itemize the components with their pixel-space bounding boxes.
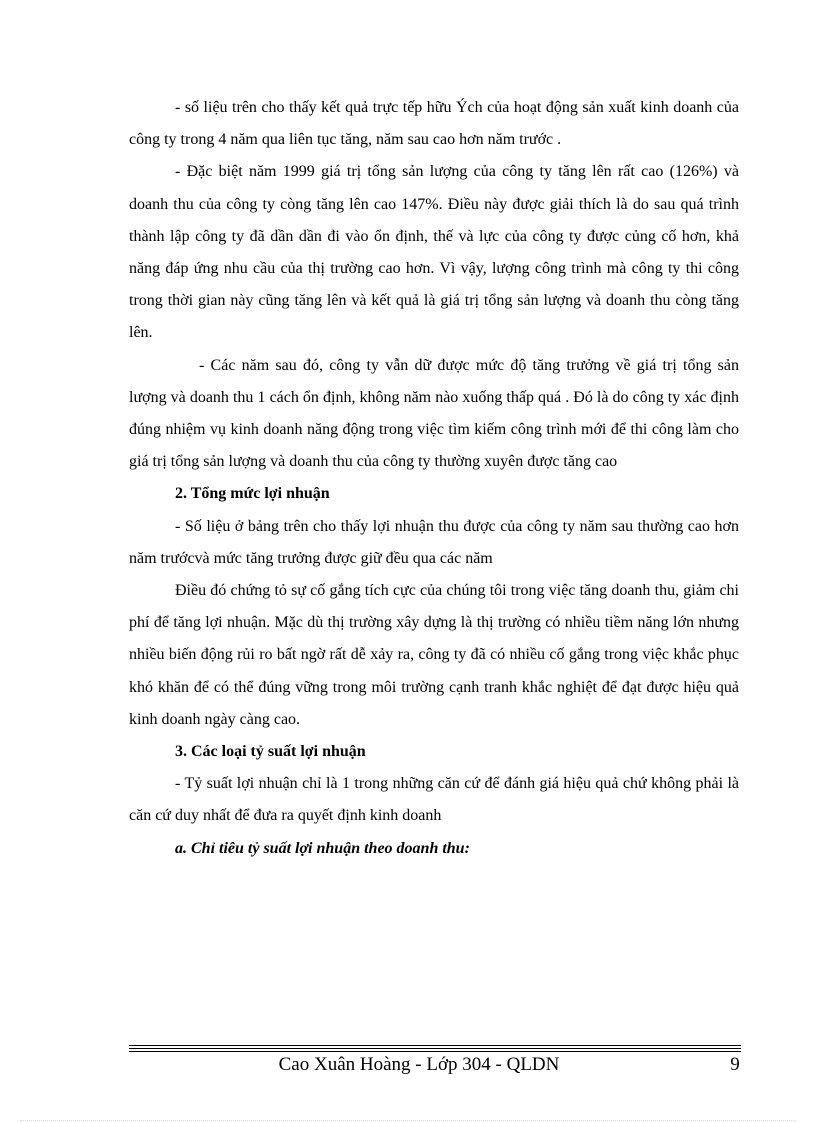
paragraph-later-years: - Các năm sau đó, công ty vẫn dữ được mức độ tăng trưởng về giá trị tổng sản lượng và doanh thu 1 cách ổn định, không năm nào xuống thấp quá . Đó là do công ty xác định đúng nhiệm vụ kinh doanh năng động trong việc tìm kiếm công trình mới để thi công làm cho giá trị tổng sản lượng và doanh thu của công ty thường xuyên được tăng cao [129,356,739,471]
footer-divider-top [129,1045,741,1046]
paragraph-ratio: - Tỷ suất lợi nhuận chỉ là 1 trong những căn cứ để đánh giá hiệu quả chứ không phải là căn cứ duy nhất để đưa ra quyết định kinh doanh [129,775,739,825]
section-heading-2: 2. Tổng mức lợi nhuận [175,485,330,503]
paragraph-1999-growth: - Đặc biệt năm 1999 giá trị tổng sản lượng của công ty tăng lên rất cao (126%) và doanh thu của công ty còng tăng lên cao 147%. Điều này được giải thích là do sau quá trình thành lập công ty đã dần dần đi vào ổn định, thế và lực của công ty được củng cố hơn, khả năng đáp ứng nhu cầu của thị trường cao hơn. Vì vậy, lượng công trình mà công ty thi công trong thời gian này cũng tăng lên và kết quả là giá trị tổng sản lượng và doanh thu còng tăng lên. [129,163,739,342]
paragraph-profit-data: - Số liệu ở bảng trên cho thấy lợi nhuận thu được của công ty năm sau thường cao hơn năm trướcvà mức tăng trưởng được giữ đều qua các năm [129,517,739,567]
page-bottom-border [20,1120,796,1121]
footer-divider-middle [129,1048,741,1049]
section-heading-3: 3. Các loại tỷ suất lợi nhuận [175,743,366,761]
paragraph-results-summary: - số liệu trên cho thấy kết quả trực tếp hữu Ých của hoạt động sản xuất kinh doanh của công ty trong 4 năm qua liên tục tăng, năm sau cao hơn năm trước . [129,99,739,149]
page-body [129,92,739,865]
footer-author: Cao Xuân Hoàng - Lớp 304 - QLDN [278,1054,560,1075]
subsection-heading-a: a. Chỉ tiêu tỷ suất lợi nhuận theo doanh thu: [175,839,470,857]
page-number: 9 [730,1054,740,1075]
paragraph-profit-effort: Điều đó chứng tỏ sự cố gắng tích cực của chúng tôi trong việc tăng doanh thu, giảm chi phí để tăng lợi nhuận. Mặc dù thị trường xây dựng là thị trường có nhiều tiềm năng lớn nhưng nhiều biến động rủi ro bất ngờ rất dễ xảy ra, công ty đã có nhiều cố gắng trong việc khắc phục khó khăn để có thể đúng vững trong môi trường cạnh tranh khắc nghiệt để đạt được hiệu quả kinh doanh ngày càng cao. [129,582,739,728]
